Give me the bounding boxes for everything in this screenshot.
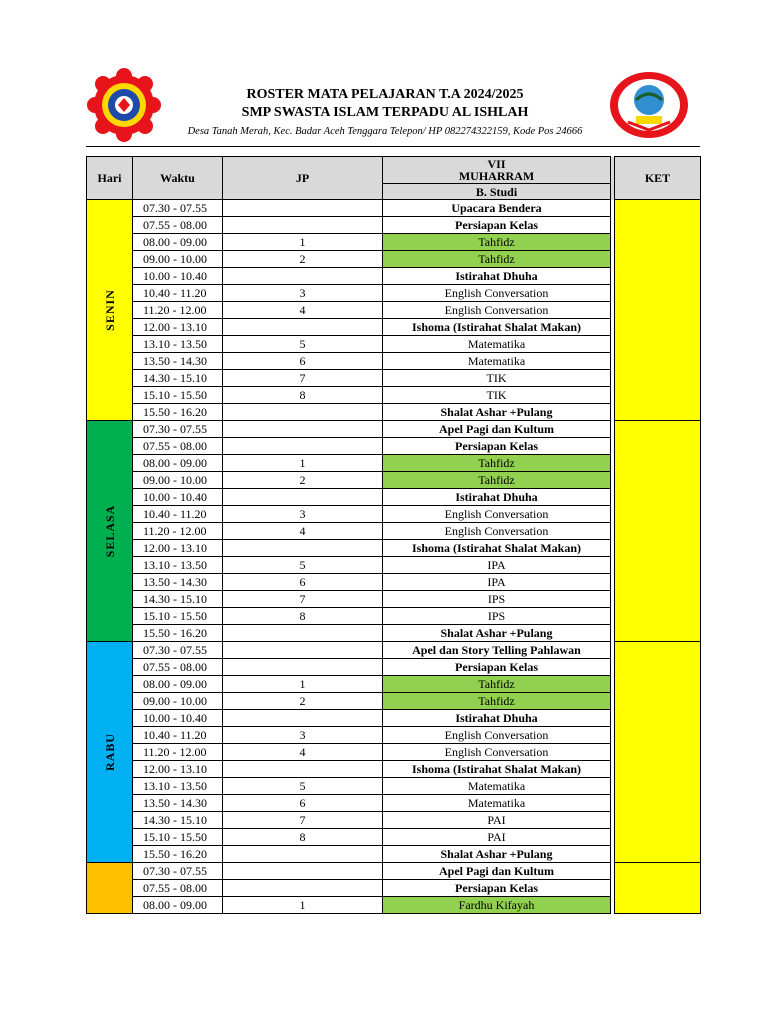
time-cell: 07.30 - 07.55 [133,421,223,438]
jp-cell [223,217,383,234]
schedule-row [87,285,701,302]
time-cell: 09.00 - 10.00 [133,693,223,710]
jp-cell [223,540,383,557]
time-cell: 07.55 - 08.00 [133,217,223,234]
schedule-row [87,761,701,778]
subject-cell: Istirahat Dhuha [383,268,611,285]
jp-cell: 3 [223,285,383,302]
time-cell: 15.50 - 16.20 [133,404,223,421]
schedule-row [87,693,701,710]
time-cell: 10.00 - 10.40 [133,268,223,285]
time-cell: 07.55 - 08.00 [133,438,223,455]
time-cell: 09.00 - 10.00 [133,472,223,489]
class-group: MUHARRAM [458,169,535,183]
day-cell [87,421,133,642]
subject-cell: Tahfidz [383,455,611,472]
header-hari: Hari [87,157,133,200]
header-jp: JP [223,157,383,200]
subject-cell: IPA [383,557,611,574]
jp-cell: 5 [223,557,383,574]
subject-cell: Upacara Bendera [383,200,611,217]
jp-cell: 1 [223,234,383,251]
schedule-row [87,268,701,285]
jp-cell: 3 [223,506,383,523]
jp-cell: 7 [223,812,383,829]
header-divider [86,146,700,147]
time-cell: 14.30 - 15.10 [133,370,223,387]
jp-cell: 7 [223,370,383,387]
page-title-line2: SMP SWASTA ISLAM TERPADU AL ISHLAH [241,105,529,120]
jp-cell [223,268,383,285]
jp-cell: 2 [223,472,383,489]
subject-cell: PAI [383,829,611,846]
time-cell: 10.00 - 10.40 [133,489,223,506]
schedule-row [87,557,701,574]
ket-cell [615,863,701,914]
subject-cell: Tahfidz [383,251,611,268]
subject-cell: IPS [383,591,611,608]
subject-cell: TIK [383,370,611,387]
jp-cell [223,863,383,880]
subject-cell: Ishoma (Istirahat Shalat Makan) [383,319,611,336]
subject-cell: Istirahat Dhuha [383,489,611,506]
time-cell: 15.10 - 15.50 [133,387,223,404]
jp-cell [223,319,383,336]
time-cell: 07.55 - 08.00 [133,659,223,676]
jp-cell [223,761,383,778]
subject-cell: English Conversation [383,506,611,523]
jp-cell [223,200,383,217]
subject-cell: Matematika [383,795,611,812]
schedule-row [87,727,701,744]
time-cell: 15.10 - 15.50 [133,608,223,625]
time-cell: 14.30 - 15.10 [133,812,223,829]
jp-cell [223,880,383,897]
ket-cell [615,200,701,421]
jp-cell: 5 [223,336,383,353]
subject-cell: Apel dan Story Telling Pahlawan [383,642,611,659]
jp-cell: 3 [223,727,383,744]
time-cell: 10.40 - 11.20 [133,506,223,523]
schedule-row [87,880,701,897]
time-cell: 08.00 - 09.00 [133,676,223,693]
schedule-row [87,251,701,268]
day-label: SELASA [102,504,117,558]
schedule-row [87,846,701,863]
jp-cell: 4 [223,302,383,319]
jp-cell [223,710,383,727]
schedule-row [87,897,701,914]
jp-cell: 1 [223,455,383,472]
schedule-row [87,404,701,421]
jp-cell: 5 [223,778,383,795]
subject-cell: Istirahat Dhuha [383,710,611,727]
jp-cell [223,642,383,659]
jp-cell: 6 [223,795,383,812]
time-cell: 10.40 - 11.20 [133,285,223,302]
day-cell [87,642,133,863]
schedule-row [87,676,701,693]
schedule-row [87,302,701,319]
schedule-row [87,353,701,370]
subject-cell: Tahfidz [383,234,611,251]
subject-cell: Persiapan Kelas [383,217,611,234]
schedule-row [87,489,701,506]
jp-cell [223,846,383,863]
jp-cell: 6 [223,574,383,591]
jp-cell [223,438,383,455]
jp-cell: 1 [223,676,383,693]
schedule-row [87,829,701,846]
page-title-line1: ROSTER MATA PELAJARAN T.A 2024/2025 [246,87,524,102]
subject-cell: IPA [383,574,611,591]
ket-cell [615,642,701,863]
schedule-row [87,234,701,251]
time-cell: 11.20 - 12.00 [133,744,223,761]
jp-cell: 7 [223,591,383,608]
jp-cell: 2 [223,251,383,268]
subject-cell: Fardhu Kifayah [383,897,611,914]
subject-cell: English Conversation [383,523,611,540]
schedule-row [87,387,701,404]
time-cell: 13.10 - 13.50 [133,336,223,353]
time-cell: 10.00 - 10.40 [133,710,223,727]
header-waktu: Waktu [133,157,223,200]
schedule-row [87,642,701,659]
header-class [383,157,611,184]
subject-cell: IPS [383,608,611,625]
time-cell: 10.40 - 11.20 [133,727,223,744]
schedule-row [87,812,701,829]
subject-cell: Tahfidz [383,472,611,489]
schedule-row [87,778,701,795]
time-cell: 08.00 - 09.00 [133,897,223,914]
schedule-row [87,710,701,727]
schedule-row [87,455,701,472]
subject-cell: Shalat Ashar +Pulang [383,404,611,421]
time-cell: 12.00 - 13.10 [133,540,223,557]
ket-cell [615,421,701,642]
time-cell: 15.50 - 16.20 [133,625,223,642]
time-cell: 11.20 - 12.00 [133,523,223,540]
schedule-row [87,472,701,489]
jp-cell [223,625,383,642]
subject-cell: Ishoma (Istirahat Shalat Makan) [383,540,611,557]
subject-cell: Apel Pagi dan Kultum [383,863,611,880]
schedule-row [87,744,701,761]
schedule-row [87,506,701,523]
schedule-row [87,591,701,608]
jp-cell: 1 [223,897,383,914]
time-cell: 11.20 - 12.00 [133,302,223,319]
jp-cell: 8 [223,387,383,404]
schedule-row [87,608,701,625]
time-cell: 07.30 - 07.55 [133,642,223,659]
jp-cell: 6 [223,353,383,370]
subject-cell: TIK [383,387,611,404]
schedule-row [87,370,701,387]
subject-cell: English Conversation [383,285,611,302]
day-cell [87,200,133,421]
time-cell: 13.10 - 13.50 [133,557,223,574]
schedule-body [87,200,701,914]
day-cell [87,863,133,914]
schedule-row [87,795,701,812]
schedule-row [87,438,701,455]
subject-cell: Matematika [383,336,611,353]
jp-cell: 8 [223,608,383,625]
header-studi: B. Studi [383,184,611,200]
jp-cell [223,404,383,421]
jp-cell [223,421,383,438]
schedule-row [87,319,701,336]
subject-cell: Tahfidz [383,676,611,693]
schedule-row [87,625,701,642]
time-cell: 13.50 - 14.30 [133,795,223,812]
time-cell: 15.10 - 15.50 [133,829,223,846]
jp-cell [223,659,383,676]
schedule-row [87,336,701,353]
schedule-row [87,217,701,234]
time-cell: 07.30 - 07.55 [133,863,223,880]
jp-cell: 2 [223,693,383,710]
time-cell: 15.50 - 16.20 [133,846,223,863]
time-cell: 08.00 - 09.00 [133,455,223,472]
jp-cell [223,489,383,506]
subject-cell: Ishoma (Istirahat Shalat Makan) [383,761,611,778]
subject-cell: Persiapan Kelas [383,880,611,897]
time-cell: 08.00 - 09.00 [133,234,223,251]
subject-cell: Apel Pagi dan Kultum [383,421,611,438]
school-address: Desa Tanah Merah, Kec. Badar Aceh Tenggara Telepon/ HP 082274322159, Kode Pos 24666 [187,126,583,137]
subject-cell: Persiapan Kelas [383,659,611,676]
time-cell: 13.10 - 13.50 [133,778,223,795]
time-cell: 07.30 - 07.55 [133,200,223,217]
day-label: SENIN [102,289,117,331]
jp-cell: 4 [223,523,383,540]
schedule-row [87,421,701,438]
jp-cell: 8 [223,829,383,846]
class-name: VII [487,157,506,171]
schedule-row [87,863,701,880]
day-label: RABU [102,732,117,772]
subject-cell: Shalat Ashar +Pulang [383,625,611,642]
schedule-row [87,540,701,557]
subject-cell: English Conversation [383,302,611,319]
time-cell: 09.00 - 10.00 [133,251,223,268]
subject-cell: English Conversation [383,744,611,761]
time-cell: 12.00 - 13.10 [133,319,223,336]
subject-cell: Matematika [383,353,611,370]
time-cell: 12.00 - 13.10 [133,761,223,778]
schedule-table [86,156,701,914]
schedule-row [87,523,701,540]
subject-cell: Shalat Ashar +Pulang [383,846,611,863]
schedule-row [87,574,701,591]
subject-cell: English Conversation [383,727,611,744]
schedule-row [87,659,701,676]
jp-cell: 4 [223,744,383,761]
schedule-row [87,200,701,217]
subject-cell: PAI [383,812,611,829]
header-ket: KET [615,157,701,200]
subject-cell: Persiapan Kelas [383,438,611,455]
subject-cell: Tahfidz [383,693,611,710]
time-cell: 13.50 - 14.30 [133,353,223,370]
time-cell: 13.50 - 14.30 [133,574,223,591]
time-cell: 14.30 - 15.10 [133,591,223,608]
time-cell: 07.55 - 08.00 [133,880,223,897]
subject-cell: Matematika [383,778,611,795]
